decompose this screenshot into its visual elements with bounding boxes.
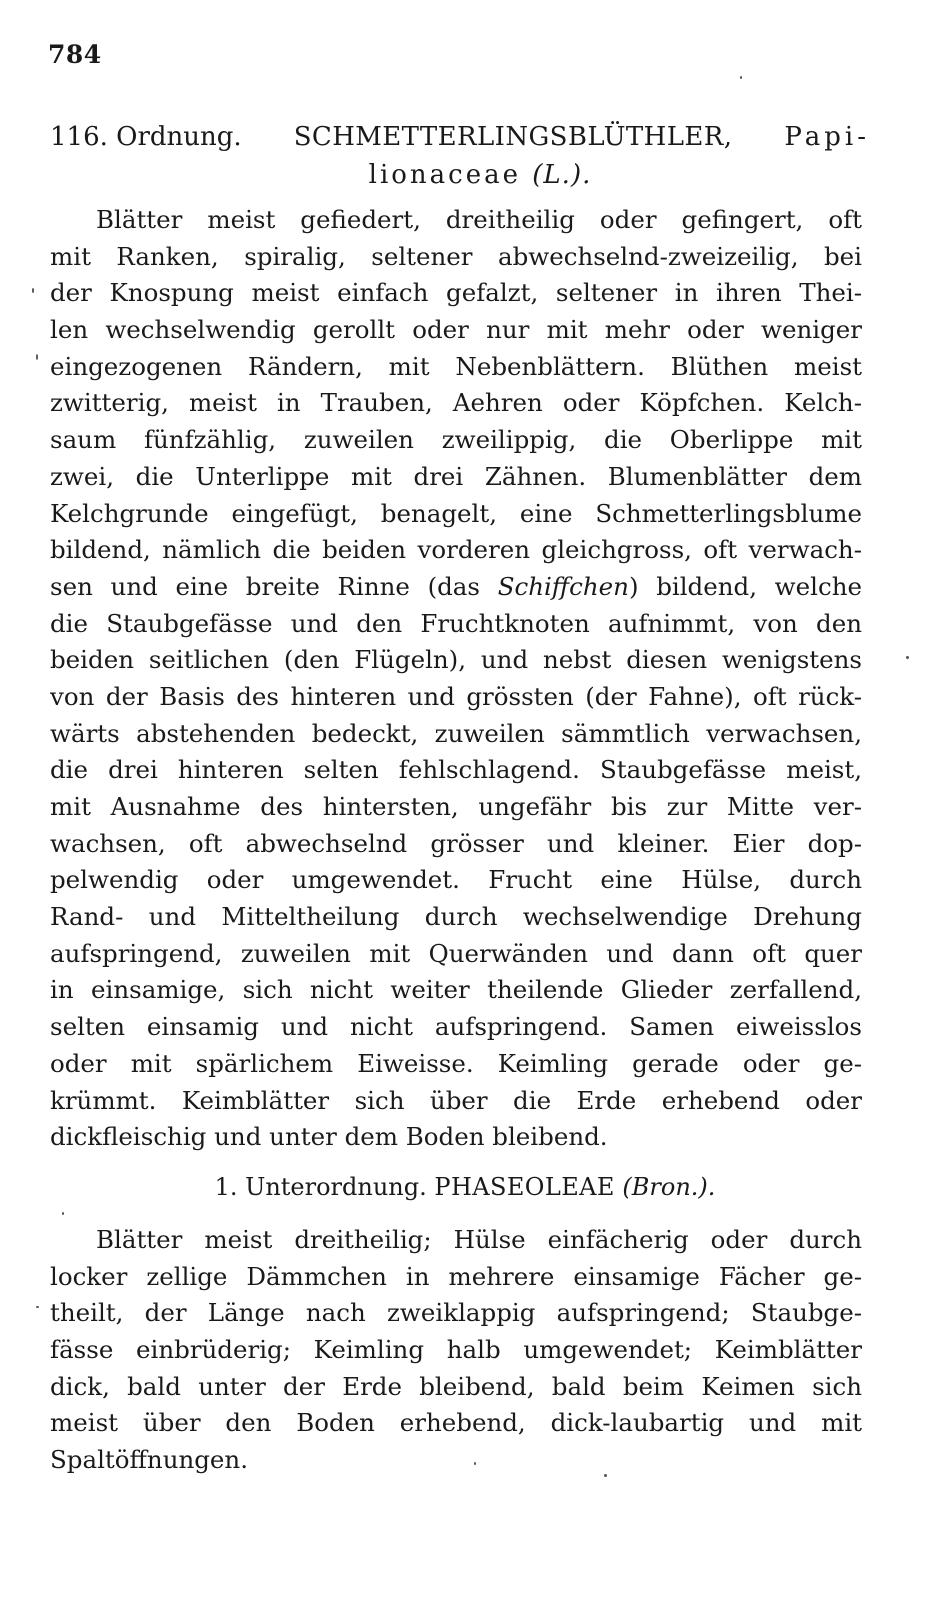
text-line: die Staubgefässe und den Fruchtknoten aufnimmt, von den: [50, 608, 862, 638]
scan-speck: [62, 1212, 64, 1215]
order-latin-name-part1: Papi-: [784, 122, 870, 152]
text-line: meist über den Boden erhebend, dick-laubartig und mit: [50, 1408, 862, 1438]
text-line: wachsen, oft abwechselnd grösser und kleiner. Eier dop-: [50, 828, 862, 858]
text-line: von der Basis des hinteren und grössten (der Fahne), oft rück-: [50, 681, 862, 711]
text-line: bildend, nämlich die beiden vorderen gleichgross, oft verwach-: [50, 535, 862, 565]
text-line: [50, 569, 862, 606]
text-line: zwitterig, meist in Trauben, Aehren oder Köpfchen. Kelch-: [50, 388, 862, 418]
scan-speck: [604, 1474, 607, 1477]
order-heading-line1: [50, 118, 870, 156]
text-line: selten einsamig und nicht aufspringend. Samen eiweisslos: [50, 1012, 862, 1042]
order-heading-line2: [50, 156, 870, 194]
suborder-number: 1. Unterordnung.: [214, 1173, 427, 1201]
text-line: mit Ausnahme des hintersten, ungefähr bis zur Mitte ver-: [50, 792, 862, 821]
scan-speck: [36, 354, 38, 360]
scan-speck: [740, 76, 742, 79]
text-line: beiden seitlichen (den Flügeln), und nebst diesen wenigstens: [50, 645, 862, 675]
text-line: wärts abstehenden bedeckt, zuweilen sämmtlich verwachsen,: [50, 718, 862, 748]
text-line: mit Ranken, spiralig, seltener abwechselnd-zweizeilig, bei: [50, 241, 862, 271]
text-line: Spaltöffnungen.: [50, 1445, 248, 1475]
text-line: Blätter meist gefiedert, dreitheilig oder gefingert, oft: [96, 205, 862, 234]
order-description-paragraph: [50, 202, 862, 1156]
order-authority: (L.).: [532, 160, 592, 190]
order-heading: [50, 118, 870, 194]
text-run: ) bildend, welche: [628, 571, 862, 601]
scan-speck: [32, 288, 34, 293]
text-line: Rand- und Mitteltheilung durch wechselwendige Drehung: [50, 902, 862, 932]
text-line: in einsamige, sich nicht weiter theilende Glieder zerfallend,: [50, 975, 862, 1005]
text-line: oder mit spärlichem Eiweisse. Keimling gerade oder ge-: [50, 1048, 862, 1078]
text-line: dickfleischig und unter dem Boden bleibend.: [50, 1122, 608, 1152]
suborder-heading: [0, 1170, 930, 1204]
text-line: eingezogenen Rändern, mit Nebenblättern. Blüthen meist: [50, 351, 862, 381]
order-number: 116. Ordnung.: [50, 122, 242, 152]
text-line: zwei, die Unterlippe mit drei Zähnen. Blumenblätter dem: [50, 461, 862, 491]
page-number: 784: [48, 40, 102, 69]
text-line: pelwendig oder umgewendet. Frucht eine Hülse, durch: [50, 865, 862, 895]
text-line: Blätter meist dreitheilig; Hülse einfächerig oder durch: [96, 1225, 862, 1254]
suborder-authority: (Bron.).: [622, 1173, 716, 1201]
text-line: fässe einbrüderig; Keimling halb umgewendet; Keimblätter: [50, 1335, 862, 1365]
text-line: aufspringend, zuweilen mit Querwänden und dann oft quer: [50, 938, 862, 968]
italic-term: Schiffchen: [497, 571, 629, 601]
text-line: krümmt. Keimblätter sich über die Erde erhebend oder: [50, 1085, 862, 1115]
scan-speck: [906, 656, 909, 659]
text-line: len wechselwendig gerollt oder nur mit mehr oder weniger: [50, 315, 862, 345]
text-line: saum fünfzählig, zuweilen zweilippig, die Oberlippe mit: [50, 425, 862, 455]
text-line: theilt, der Länge nach zweiklappig aufspringend; Staubge-: [50, 1298, 862, 1328]
text-line: die drei hinteren selten fehlschlagend. Staubgefässe meist,: [50, 755, 862, 785]
order-title: SCHMETTERLINGSBLÜTHLER,: [293, 122, 733, 152]
suborder-title: PHASEOLEAE: [434, 1173, 615, 1201]
text-line: locker zellige Dämmchen in mehrere einsamige Fächer ge-: [50, 1261, 862, 1291]
text-line: der Knospung meist einfach gefalzt, seltener in ihren Thei-: [50, 278, 862, 308]
order-latin-name-part2: lionaceae: [368, 160, 521, 190]
text-line: dick, bald unter der Erde bleibend, bald beim Keimen sich: [50, 1371, 862, 1401]
scan-speck: [36, 1306, 39, 1308]
scan-speck: [474, 1462, 476, 1465]
suborder-description-paragraph: [50, 1222, 862, 1479]
text-line: Kelchgrunde eingefügt, benagelt, eine Schmetterlingsblume: [50, 498, 862, 528]
text-run: sen und eine breite Rinne (das: [50, 571, 498, 601]
